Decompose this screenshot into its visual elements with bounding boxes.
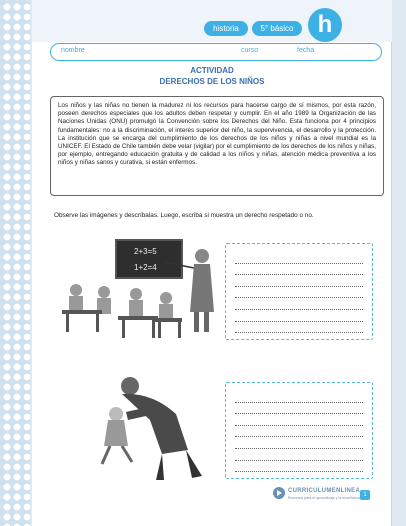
footer-brand-name: CURRICULUMENLINEA: [288, 488, 361, 494]
answer-box-2[interactable]: [225, 382, 373, 479]
board-text-2: 1+2=4: [134, 263, 157, 272]
date-label: fecha: [297, 47, 315, 54]
subject-tag: historia: [204, 21, 248, 36]
grade-tag: 5° básico: [252, 21, 302, 36]
footer-brand: [272, 486, 372, 504]
board-text-1: 2+3=5: [134, 247, 157, 256]
classroom-illustration: [54, 232, 224, 342]
name-label: nombre: [61, 47, 85, 54]
instruction-text: Observe las imágenes y descríbalas. Luego, escriba si muestra un derecho respetado o no.: [54, 212, 314, 219]
footer-tagline: Recursos para el aprendizaje y la enseñanza: [288, 496, 360, 500]
page-number: 1: [360, 490, 370, 500]
adult-child-illustration: [92, 372, 222, 482]
activity-subtitle: DERECHOS DE LOS NIÑOS: [159, 77, 265, 86]
brand-logo: h: [308, 8, 342, 42]
student-info-bar[interactable]: [50, 43, 382, 61]
reading-passage: [50, 96, 384, 196]
decorative-dot-strip: [0, 0, 30, 526]
worksheet-page: [32, 0, 392, 526]
activity-title: ACTIVIDAD: [190, 66, 234, 75]
brand-mark-icon: [272, 486, 286, 500]
reading-passage-text: Los niños y las niñas no tienen la madurez ni los recursos para hacerse cargo de sí mismos, por esta razón, poseen derechos especiales que los adultos deben respetar y cumplir. En el año 1989 la Organización de las Naciones Unidas (ONU) promulgó la Convención sobre los Derechos del Niño. Esta funciona por 4 principios fundamentales: no a la discriminación, el interés superior del niño, la supervivencia, el desarrollo y la protección. La institución que se encarga del cumplimiento de los derechos de los niños y niñas a nivel mundial es la UNICEF. El Estado de Chile también debe velar (vigilar) por el cumplimiento de los derechos de los niños y niñas, por ejemplo, entregando educación gratuita y de calidad a los niños y niñas, atención médica preventiva a los niños y niñas sanos y curativa, si están enfermos.: [58, 102, 376, 167]
answer-box-1[interactable]: [225, 243, 373, 340]
course-label: curso: [241, 47, 259, 54]
